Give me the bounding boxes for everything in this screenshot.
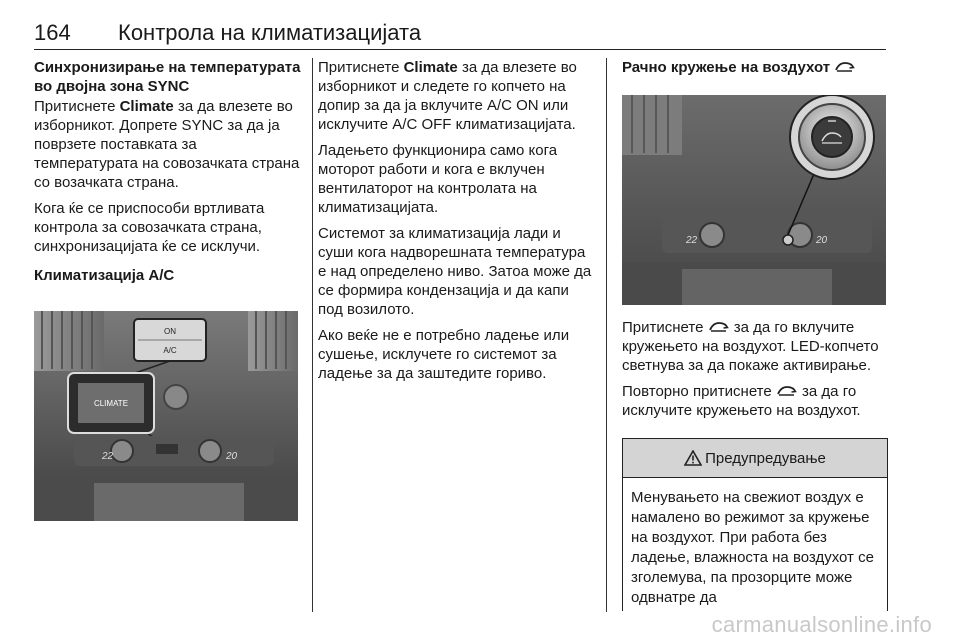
paragraph-ac-3: Системот за климатизација лади и суши кога надворешната температура е над определено ниво. Затоа може да се формира кондензација и да капи под возилото. xyxy=(318,225,592,318)
column-2 xyxy=(318,58,594,390)
header-rule xyxy=(34,49,886,50)
warning-triangle-icon xyxy=(684,450,702,466)
warning-text: Менувањето на свежиот воздух е намалено во режимот за кружење на воздухот. При работа без ладење, влажноста на воздухот се зголемува, па прозорците може одвнатре да xyxy=(631,489,874,606)
page-number: 164 xyxy=(34,20,71,45)
paragraph-ac-1: Притиснете Climate за да влезете во изборникот и следете го копчето на допир за да ја вклучите A/C ON или исклучите A/C OFF климатизацијата. xyxy=(318,59,577,133)
heading-sync: Синхронизирање на температурата во двојна зона SYNC xyxy=(34,59,301,95)
climate-term: Climate xyxy=(119,98,174,115)
heading-ac: Климатизација A/C xyxy=(34,267,175,284)
column-divider-2 xyxy=(606,58,607,612)
photo-ac-controls xyxy=(34,311,298,521)
label-climate: CLIMATE xyxy=(93,399,129,408)
warning-box xyxy=(622,438,888,611)
column-divider-1 xyxy=(312,58,313,612)
recirculation-icon xyxy=(834,61,856,73)
temp-right: 20 xyxy=(816,235,828,246)
page-header xyxy=(34,20,886,50)
temp-left: 22 xyxy=(686,235,698,246)
column-3 xyxy=(622,58,887,78)
paragraph-sync-2: Кога ќе се приспособи вртливата контрола за совозачката страна, синхронизацијата ќе се исклучи. xyxy=(34,200,265,255)
climate-term: Climate xyxy=(403,59,458,76)
label-ac: A/C xyxy=(163,346,177,355)
label-on: ON xyxy=(164,327,176,336)
paragraph-ac-4: Ако веќе не е потребно ладење или сушење, исклучете го системот за ладење за да заштедите гориво. xyxy=(318,327,570,382)
warning-header xyxy=(623,439,887,478)
temp-right: 20 xyxy=(226,451,238,462)
watermark: carmanualsonline.info xyxy=(711,612,932,637)
column-1 xyxy=(34,58,302,286)
column-3-body xyxy=(622,318,887,427)
warning-title: Предупредување xyxy=(705,449,826,467)
chapter-title: Контрола на климатизацијата xyxy=(118,20,422,45)
temp-left: 22 xyxy=(102,451,114,462)
recirculation-icon xyxy=(708,321,730,333)
photo-recirculation xyxy=(622,95,886,305)
recirculation-icon xyxy=(776,385,798,397)
paragraph-ac-2: Ладењето функционира само кога моторот работи и кога е вклучен вентилаторот на контролата на климатизацијата. xyxy=(318,142,558,216)
paragraph-sync-1: Притиснете Climate за да влезете во изборникот. Допрете SYNC за да ја поврзете поставката за температурата на совозачката страна со возачката страна. xyxy=(34,98,300,191)
heading-recirculation: Рачно кружење на воздухот xyxy=(622,58,887,77)
paragraph-recirc-1: Притиснете за да го вклучите кружењето на воздухот. LED-копчето светнува за да покаже активирање. xyxy=(622,319,879,374)
paragraph-recirc-2: Повторно притиснете за да го исклучите кружењето на воздухот. xyxy=(622,383,861,419)
